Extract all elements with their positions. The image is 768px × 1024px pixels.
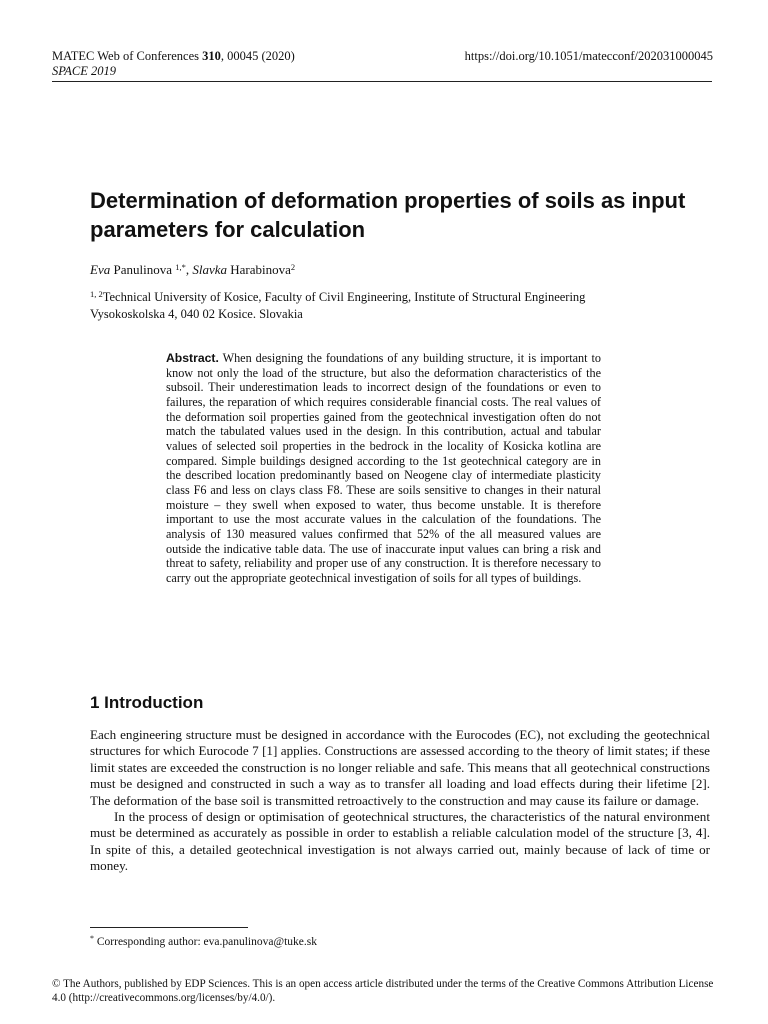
author-2-last-name: Harabinova: [227, 262, 291, 277]
author-2-affiliation-mark: 2: [290, 262, 296, 272]
abstract-label: Abstract.: [166, 351, 219, 365]
introduction-paragraph-2: In the process of design or optimisation of geotechnical structures, the characteristics of the natural environment must be determined as accurately as possible in order to establish a reliable calculation model of the structure [3, 4]. In spite of this, a detailed geotechnical investigation is not always carried out, mainly because of lack of time or money.: [90, 809, 710, 874]
introduction-paragraph-1: Each engineering structure must be designed in accordance with the Eurocodes (EC), not excluding the geotechnical structures for which Eurocode 7 [1] applies. Constructions are assessed according to the theory of limit states; if these limit states are exceeded the construction is no longer reliable and safe. This means that all geotechnical constructions must be designed and constructed in such a way as to transfer all loading and load effects during their lifetime [2]. The deformation of the base soil is transmitted retroactively to the construction and may cause its failure or damage.: [90, 727, 710, 808]
conference-name: SPACE 2019: [52, 64, 117, 78]
affiliation-mark: 1, 2: [90, 289, 103, 299]
affiliation: [90, 289, 710, 322]
footnote-divider: [90, 927, 248, 928]
author-list: [90, 262, 295, 278]
journal-issue: , 00045 (2020): [220, 49, 295, 63]
author-1-last-name: Panulinova: [110, 262, 176, 277]
journal-volume: 310: [202, 49, 221, 63]
abstract: [166, 351, 601, 586]
doi-link[interactable]: https://doi.org/10.1051/matecconf/202031000045: [464, 49, 713, 63]
journal-name: MATEC Web of Conferences: [52, 49, 203, 63]
affiliation-institution: Technical University of Kosice, Faculty of Civil Engineering, Institute of Structural Engineering: [102, 290, 586, 304]
author-1-affiliation-mark: 1,*: [175, 262, 186, 272]
introduction-body: [90, 727, 710, 875]
affiliation-address: Vysokoskolska 4, 040 02 Kosice. Slovakia: [90, 306, 303, 321]
section-heading-introduction: 1 Introduction: [90, 693, 204, 712]
author-separator: ,: [185, 262, 193, 277]
author-1-first-name: Eva: [90, 262, 111, 277]
author-2-first-name: Slavka: [192, 262, 227, 277]
paper-title: Determination of deformation properties of soils as input parameters for calculation: [90, 188, 686, 242]
footnote: [90, 935, 317, 949]
footnote-mark: *: [90, 934, 94, 943]
header-divider: [52, 81, 712, 82]
running-header-left: [52, 49, 295, 79]
journal-citation: [52, 49, 295, 64]
corresponding-author-note: Corresponding author: eva.panulinova@tuke.sk: [94, 936, 317, 948]
abstract-text: When designing the foundations of any building structure, it is important to know not only the load of the structure, but also the deformation characteristics of the subsoil. Their underestimation leads to incorrect design of the foundations or even to failures, the reparation of which requires considerable financial costs. The real values of the deformation soil properties gained from the geotechnical investigation often do not match the tabulated values used in the design. In this contribution, actual and tabular values of selected soil properties in the bedrock in the locality of Kosicka kotlina are compared. Simple buildings designed according to the 1st geotechnical category are in the described location predominantly based on Neogene clay of intermediate plasticity class F6 and less on clays class F8. These are soils sensitive to changes in their natural moisture – they swell when exposed to water, thus become unstable. It is therefore important to use the most accurate values in the calculation of the foundations. The analysis of 130 measured values confirmed that 52% of the all measured values are outside the indicative table data. The use of inaccurate input values can bring a risk and threat to safety, reliability and proper use of any construction. It is therefore necessary to carry out the appropriate geotechnical investigation of soils for all types of buildings.: [166, 351, 601, 585]
license-notice: © The Authors, published by EDP Sciences. This is an open access article distributed under the terms of the Creative Commons Attribution License 4.0 (http://creativecommons.org/licenses/by/4.0/).: [52, 978, 714, 1004]
